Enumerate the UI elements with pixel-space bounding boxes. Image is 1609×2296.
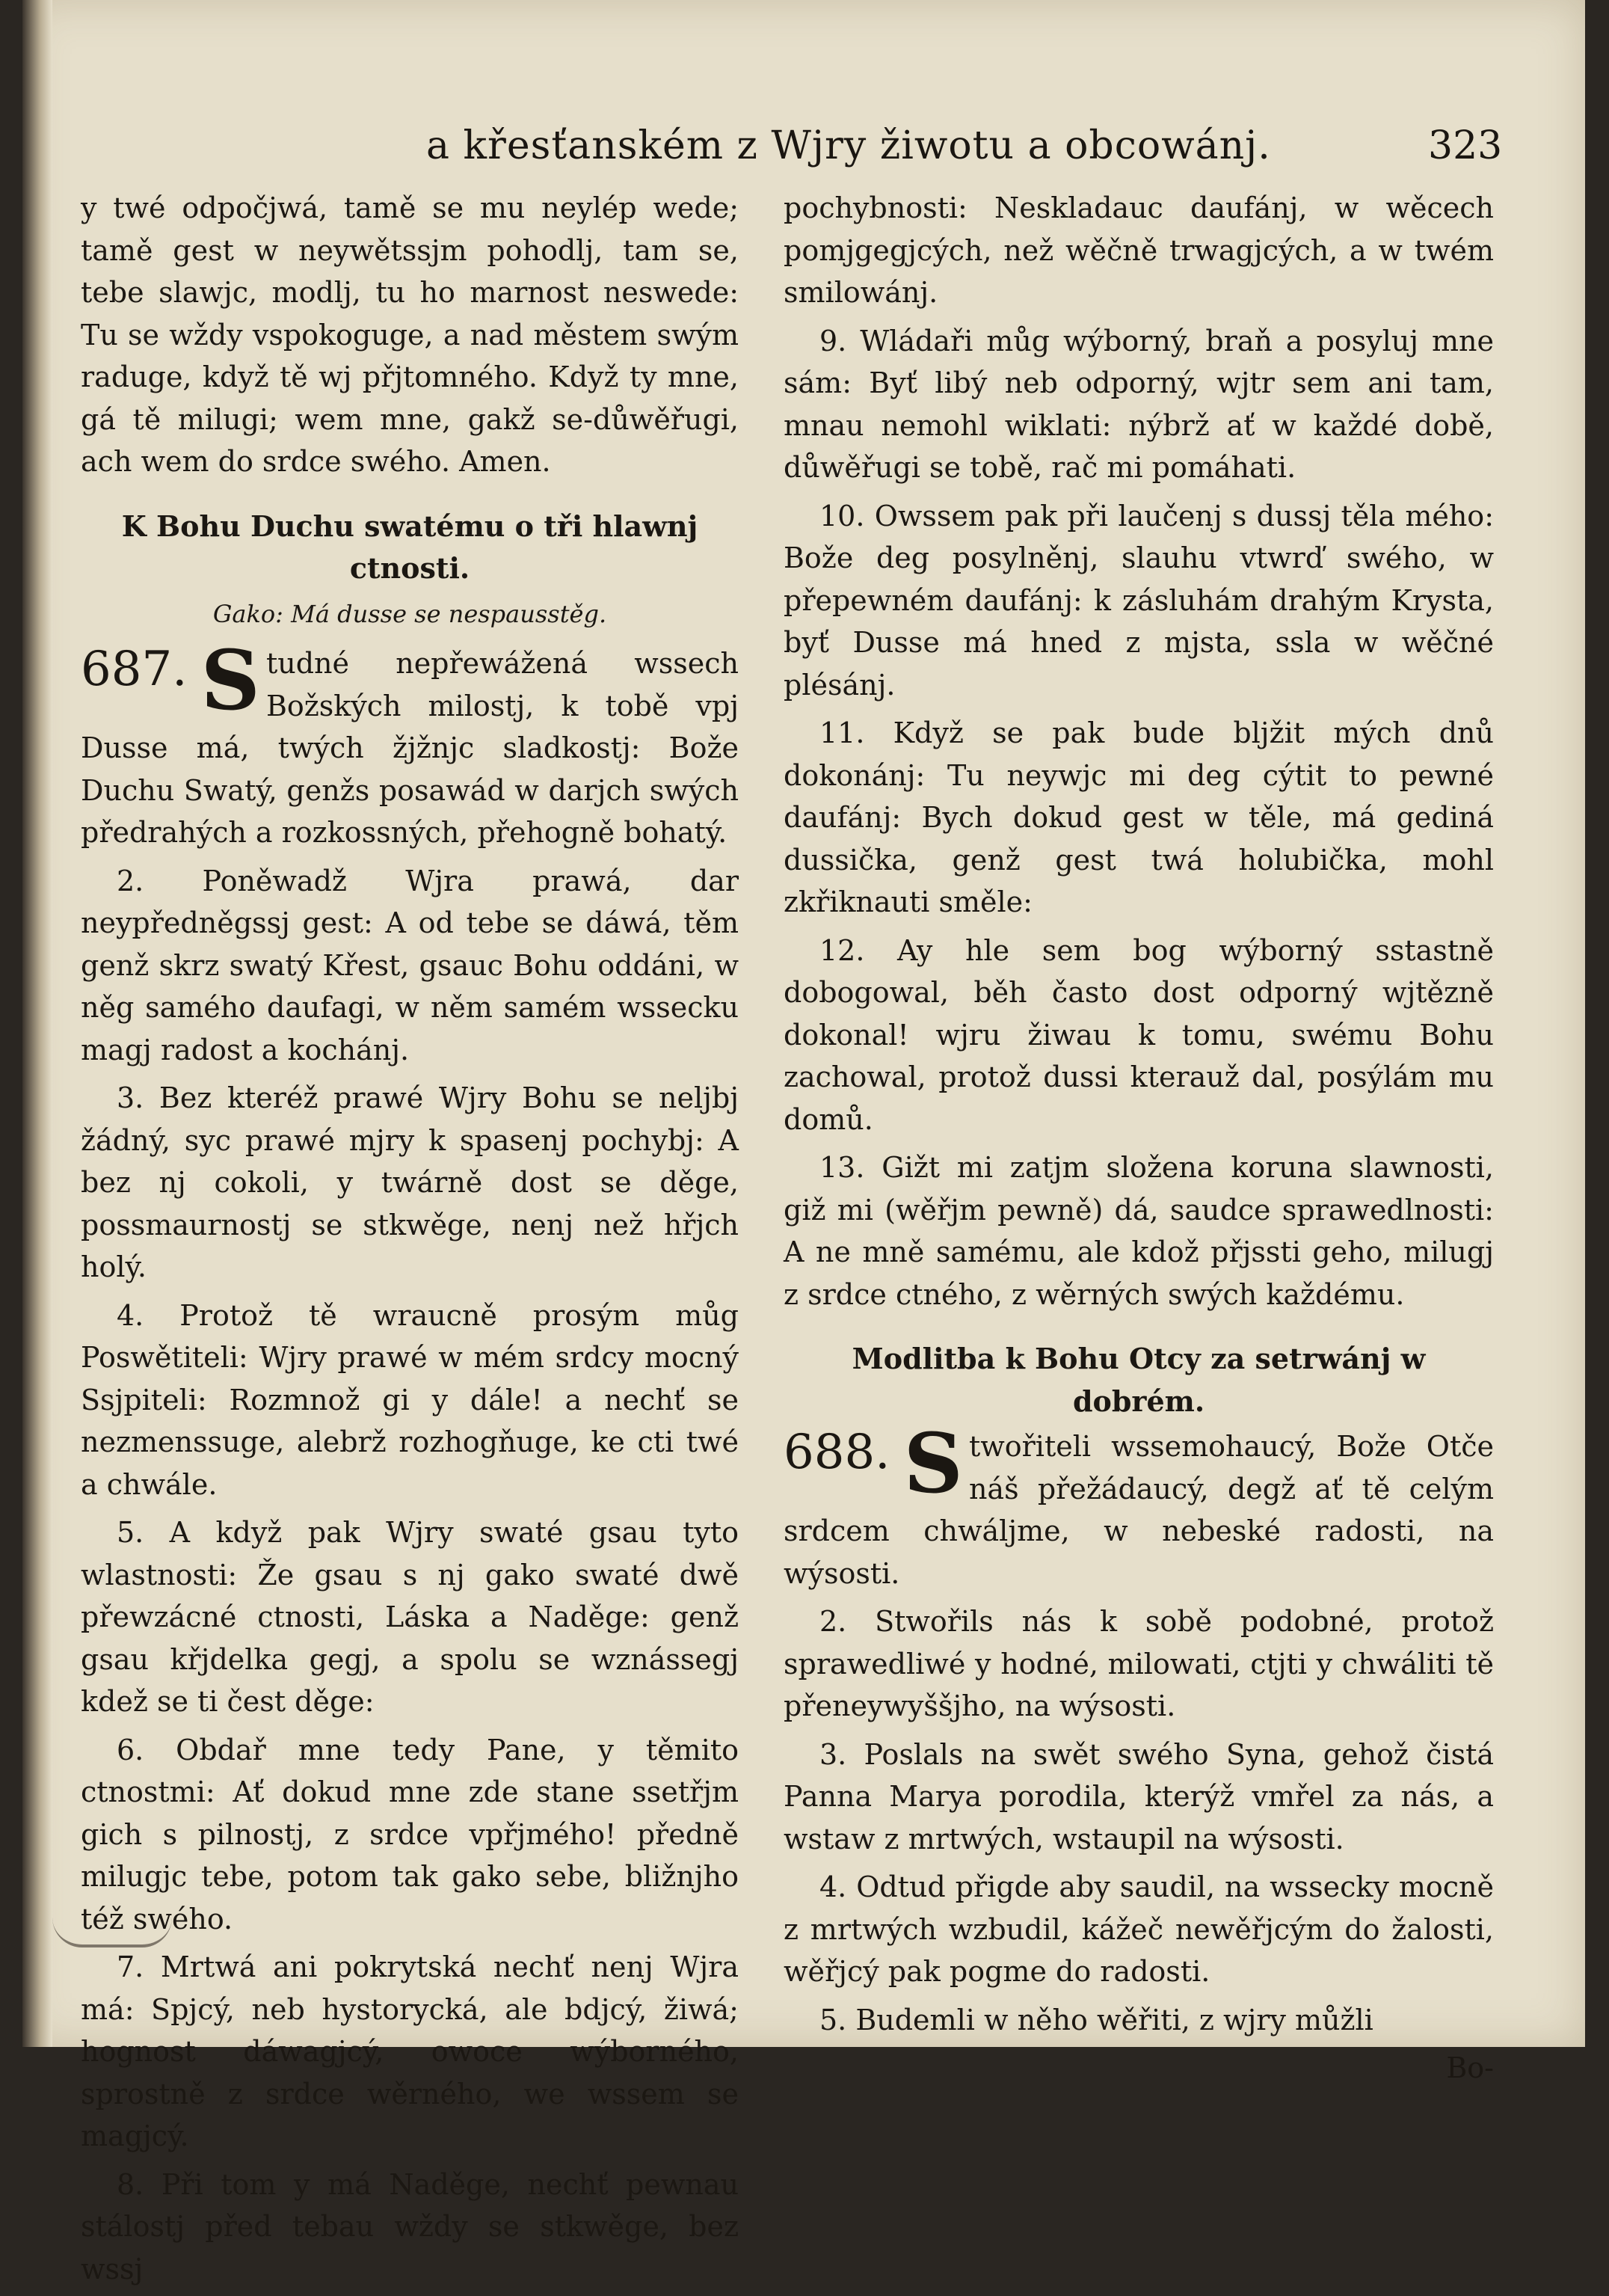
hymn-687-verse-9: 9. Wládaři můg wýborný, braň a posyluj mne sám: Byť libý neb odporný, wjtr sem ani tam, mnau nemohl wiklati: nýbrž ať w každé době, důwěřugi se tobě, rač mi pomáhati. (784, 324, 1494, 484)
hymn-688-verse-1-text: twořiteli wssemohaucý, Bože Otče náš přežádaucý, degž ať tě celým srdcem chwáljme, w nebeské radosti, na wýsosti. (784, 1430, 1494, 1590)
hymn-687-verse-11: 11. Když se pak bude bljžit mých dnů dokonánj: Tu neywjc mi deg cýtit to pewné daufánj: Bych dokud gest w těle, má gediná dussička, genž gest twá holubička, mohl zkřiknauti směle: (784, 716, 1494, 918)
page-header (22, 123, 1585, 183)
hymn-688-dropcap: S (903, 1415, 963, 1511)
hymn-687-verse-13: 13. Gižt mi zatjm složena koruna slawnosti, giž mi (wěřjm pewně) dá, saudce sprawedlnosti: A ne mně samému, ale kdož přjssti geho, milugj z srdce ctného, z wěrných swých každému. (784, 1151, 1494, 1311)
ink-smudge (52, 1915, 172, 1947)
hymn-688-heading: Modlitba k Bohu Otcy za setrwánj w dobrém. (852, 1342, 1426, 1418)
hymn-687-verse-4: 4. Protož tě wraucně prosým můg Poswětiteli: Wjry prawé w mém srdcy mocný Ssjpiteli: Rozmnož gi y dále! a nechť se nezmenssuge, alebrž rozhogňuge, ke cti twé a chwále. (81, 1298, 739, 1501)
left-column (81, 187, 739, 2296)
book-page (22, 0, 1585, 2286)
hymn-687-verse-6: 6. Obdař mne tedy Pane, y těmito ctnostmi: Ať dokud mne zde stane ssetřjm gich s pilnostj, z srdce vpřjmého! předně milugjc tebe, potom tak gako sebe, bližnjho též swého. (81, 1733, 739, 1936)
right-column (784, 187, 1494, 2090)
hymn-688-number: 688. (784, 1425, 890, 1480)
hymn-688-verse-2: 2. Stwořils nás k sobě podobné, protož sprawedliwé y hodné, milowati, ctjti y chwáliti tě přeneywyššjho, na wýsosti. (784, 1605, 1494, 1722)
hymn-687-number: 687. (81, 642, 188, 697)
hymn-688-verse-1 (784, 1415, 1494, 1594)
hymn-687-verse-1-text: tudné nepřewážená wssech Božských milostj, k tobě vpj Dusse má, twých žjžnjc sladkostj: Bože Duchu Swatý, genžs posawád w darjch swých předrahých a rozkossných, přehogně bohatý. (81, 647, 739, 849)
book-spine (22, 0, 52, 2047)
hymn-687-verse-7: 7. Mrtwá ani pokrytská nechť nenj Wjra má: Spjcý, neb hystorycká, ale bdjcý, žiwá; hognost dáwagjcý, owoce wýborného, sprostně z srdce wěrného, we wssem se magjcý. (81, 1950, 739, 2152)
hymn-687-verse-8: 8. Při tom y má Naděge, nechť pewnau stálostj před tebau wždy se stkwěge, bez wssj (81, 2167, 739, 2286)
hymn-687-verse-5: 5. A když pak Wjry swaté gsau tyto wlastnosti: Že gsau s nj gako swaté dwě přewzácné ctnosti, Láska a Naděge: genž gsau křjdelka gegj, a spolu se wznássegj kdež se ti čest děge: (81, 1516, 739, 1718)
hymn-688-verse-5: 5. Budemli w něho wěřiti, z wjry můžli (819, 2003, 1373, 2036)
hymn-687-verse-1 (81, 632, 739, 854)
page-number: 323 (1428, 123, 1503, 168)
hymn-687-heading: K Bohu Duchu swatému o tři hlawnj ctnosti. (121, 509, 698, 585)
hymn-687-verse-12: 12. Ay hle sem bog wýborný sstastně dobogowal, běh často dost odporný wjtězně dokonal! wjru žiwau k tomu, swému Bohu zachowal, protož dussi kterauž dal, posýlám mu domů. (784, 933, 1494, 1136)
hymn-687-verse-10: 10. Owssem pak při laučenj s dussj těla mého: Bože deg posylněnj, slauhu vtwrď swého, w přepewném daufánj: k zásluhám drahým Krysta, byť Dusse má hned z mjsta, ssla w wěčné plésánj. (784, 499, 1494, 702)
hymn-688-verse-4: 4. Odtud přigde aby saudil, na wssecky mocně z mrtwých wzbudil, kážeč newěřjcým do žalosti, wěřjcý pak pogme do radosti. (784, 1870, 1494, 1988)
hymn-687-verse-2: 2. Poněwadž Wjra prawá, dar neypředněgssj gest: A od tebe se dáwá, těm genž skrz swatý Křest, gsauc Bohu oddáni, w něg samého daufagi, w něm samém wssecku magj radost a kochánj. (81, 864, 739, 1066)
hymn-686-end: y twé odpočjwá, tamě se mu neylép wede; tamě gest w neywětssjm pohodlj, tam se, tebe slawjc, modlj, tu ho marnost neswede: Tu se wždy vspokoguge, a nad městem swým raduge, když tě wj přjtomného. Když ty mne, gá tě milugi; wem mne, gakž se-důwěřugi, ach wem do srdce swého. Amen. (81, 191, 739, 478)
hymn-687-dropcap: S (200, 632, 260, 728)
hymn-687-tune: Gako: Má dusse se nespausstěg. (212, 599, 607, 628)
hymn-687-verse-3: 3. Bez kteréž prawé Wjry Bohu se neljbj žádný, syc prawé mjry k spasenj pochybj: A bez nj cokoli, y twárně dost se děge, possmaurnostj se stkwěge, nenj než hřjch holý. (81, 1081, 739, 1283)
running-head: a křesťanském z Wjry žiwotu a obcowánj. (426, 123, 1271, 168)
catchword: Bo- (1446, 2051, 1494, 2084)
hymn-688-verse-3: 3. Poslals na swět swého Syna, gehož čistá Panna Marya porodila, kterýž vmřel za nás, a wstaw z mrtwých, wstaupil na wýsosti. (784, 1737, 1494, 1855)
hymn-687-verse-8-cont: pochybnosti: Neskladauc daufánj, w wěcech pomjgegjcých, než wěčně trwagjcých, a w twém smilowánj. (784, 191, 1494, 309)
